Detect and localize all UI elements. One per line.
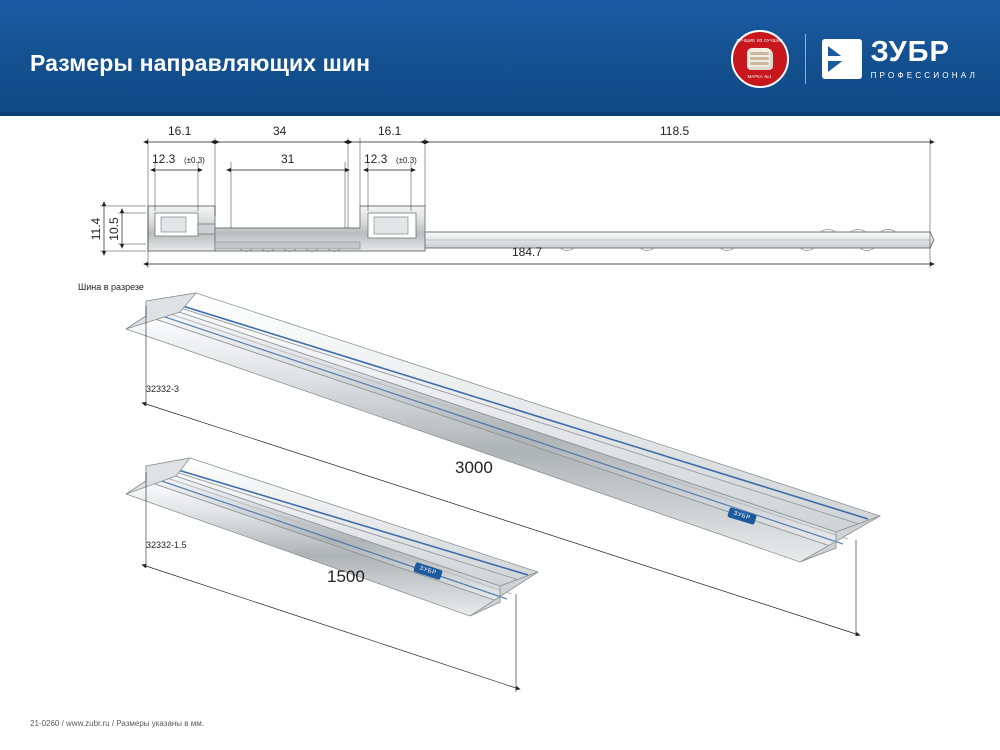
- dim-top-left-2: 16.1: [378, 124, 402, 138]
- rail-badge-3000: ЗУБР: [727, 507, 756, 525]
- rail-length-3000: 3000: [455, 458, 493, 477]
- fist-seal-icon: [731, 30, 789, 88]
- dim-inner-left: 12.3: [152, 152, 176, 166]
- rail-code-1500: 32332-1.5: [146, 540, 187, 550]
- brand-subtitle: ПРОФЕССИОНАЛ: [870, 71, 978, 80]
- dim-top-left-1: 16.1: [168, 124, 192, 138]
- rail-length-1500: 1500: [327, 567, 365, 586]
- dim-height-inner: 10.5: [107, 217, 121, 241]
- dim-inner-right: 12.3: [364, 152, 388, 166]
- rail-badge-1500: ЗУБР: [413, 562, 442, 580]
- dim-top-mid: 34: [273, 124, 287, 138]
- arrow-mark-icon: [822, 39, 862, 79]
- dim-inner-left-tolerance: (±0.3): [184, 156, 205, 165]
- dim-overall: 184.7: [512, 245, 543, 259]
- footer-note: 21-0260 / www.zubr.ru / Размеры указаны в мм.: [30, 719, 204, 728]
- seal-top-text: ЛУЧШИЕ ИЗ ЛУЧШИХ: [736, 38, 783, 43]
- cross-section-caption: Шина в разрезе: [78, 282, 144, 292]
- brand-logo: [822, 38, 978, 80]
- brand-words: [871, 38, 978, 80]
- seal-bottom-text: МАРКА №1: [747, 74, 772, 79]
- page-header: [0, 0, 1000, 112]
- page-title: Размеры направляющих шин: [30, 50, 371, 76]
- rail-code-3000: 32332-3: [146, 384, 180, 394]
- brand-divider: [805, 34, 806, 84]
- technical-drawing: [0, 116, 1000, 750]
- dim-inner-mid: 31: [281, 152, 295, 166]
- dim-inner-right-tolerance: (±0.3): [396, 156, 417, 165]
- dim-height-outer: 11.4: [89, 217, 103, 241]
- brand-name: ЗУБР: [870, 36, 950, 68]
- fist-glyph: [747, 48, 773, 70]
- brand-block: [731, 28, 978, 90]
- drawing-sheet: [0, 116, 1000, 750]
- dim-top-right: 118.5: [660, 124, 690, 138]
